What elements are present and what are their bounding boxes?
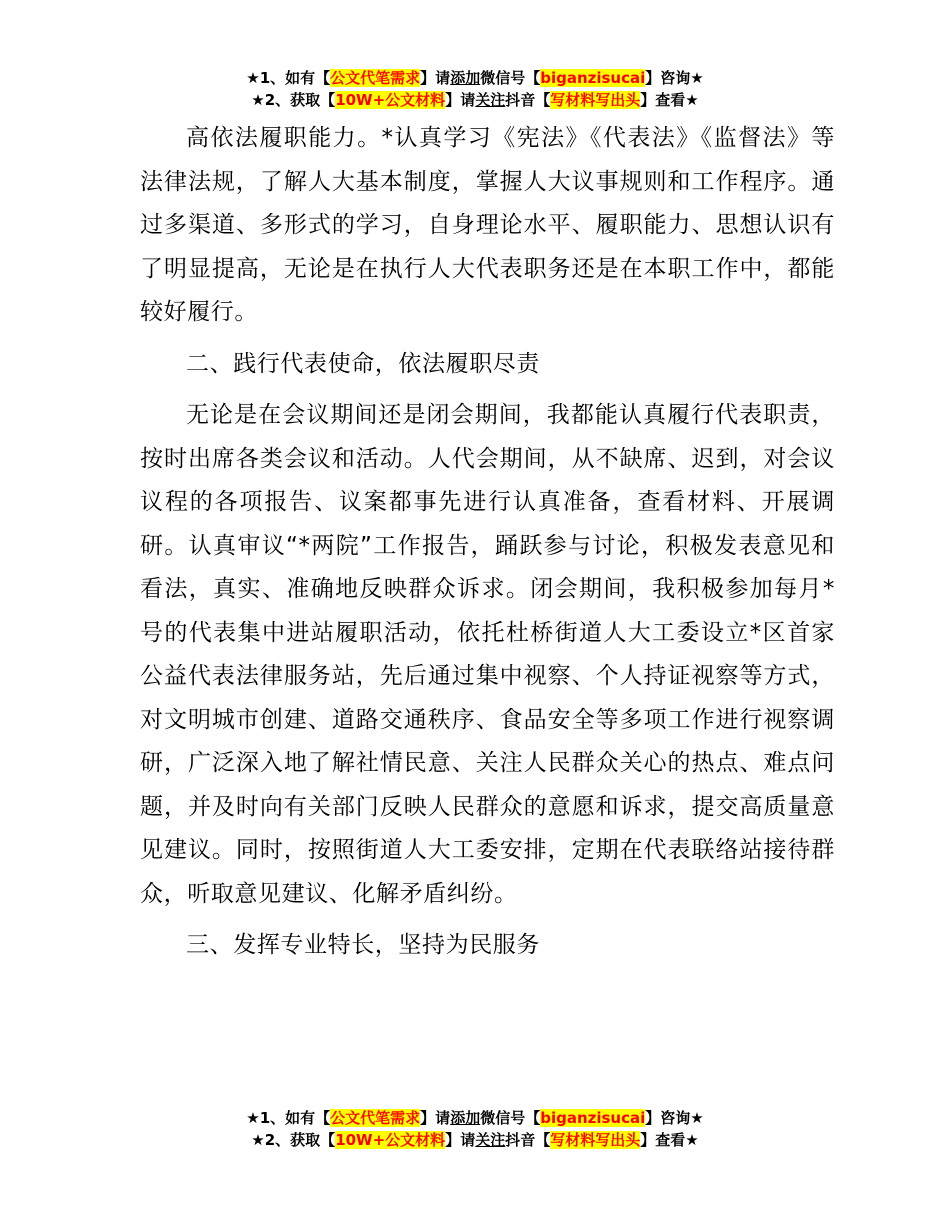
section-heading-2 bbox=[140, 343, 835, 387]
banner-highlight: 10W+公文材料 bbox=[335, 1131, 446, 1149]
banner-text: 抖音【 bbox=[505, 91, 551, 109]
banner-highlight: 写材料写出头 bbox=[550, 91, 641, 109]
banner-text: 】查看★ bbox=[640, 1131, 699, 1149]
banner-text: 微信号【 bbox=[480, 69, 541, 87]
banner-highlight: biganzisucai bbox=[540, 69, 646, 87]
banner-highlight: 10W+公文材料 bbox=[335, 91, 446, 109]
banner-highlight: biganzisucai bbox=[540, 1109, 646, 1127]
paragraph-continuation bbox=[140, 117, 835, 335]
banner-text: 】请 bbox=[420, 69, 451, 87]
paragraph-text: 无论是在会议期间还是闭会期间，我都能认真履行代表职责，按时出席各类会议和活动。人代会期间，从不缺席、迟到，对会议议程的各项报告、议案都事先进行认真准备，查看材料、开展调研。认真审议“*两院”工作报告，踊跃参与讨论，积极发表意见和看法，真实、准确地反映群众诉求。闭会期间，我积极参加每月*号的代表集中进站履职活动，依托杜桥街道人大工委设立*区首家公益代表法律服务站，先后通过集中视察、个人持证视察等方式，对文明城市创建、道路交通秩序、食品安全等多项工作进行视察调研，广泛深入地了解社情民意、关注人民群众关心的热点、难点问题，并及时向有关部门反映人民群众的意愿和诉求，提交高质量意见建议。同时，按照街道人大工委安排，定期在代表联络站接待群众，听取意见建议、化解矛盾纠纷。 bbox=[140, 402, 835, 907]
paragraph-text: 高依法履职能力。*认真学习《宪法》《代表法》《监督法》等法律法规，了解人大基本制度，掌握人大议事规则和工作程序。通过多渠道、多形式的学习，自身理论水平、履职能力、思想认识有了明显提高，无论是在执行人大代表职务还是在本职工作中，都能较好履行。 bbox=[140, 125, 835, 325]
banner-text: 】查看★ bbox=[640, 91, 699, 109]
banner-text: ★1、如有【 bbox=[246, 1109, 331, 1127]
banner-line-2 bbox=[0, 89, 950, 111]
banner-text: 微信号【 bbox=[480, 1109, 541, 1127]
banner-text: 】咨询★ bbox=[645, 1109, 704, 1127]
banner-highlight: 写材料写出头 bbox=[550, 1131, 641, 1149]
banner-line-1 bbox=[0, 1107, 950, 1129]
banner-text: 抖音【 bbox=[505, 1131, 551, 1149]
banner-underlined: 关注 bbox=[475, 91, 506, 109]
banner-text: 】请 bbox=[445, 1131, 476, 1149]
banner-text: 】请 bbox=[420, 1109, 451, 1127]
banner-underlined: 添加 bbox=[450, 1109, 481, 1127]
paragraph bbox=[140, 394, 835, 916]
banner-highlight: 公文代笔需求 bbox=[330, 1109, 421, 1127]
banner-text: ★2、获取【 bbox=[251, 91, 336, 109]
document-body bbox=[140, 117, 835, 976]
footer-banner bbox=[0, 1107, 950, 1151]
heading-text: 三、发挥专业特长，坚持为民服务 bbox=[186, 932, 540, 958]
banner-text: ★1、如有【 bbox=[246, 69, 331, 87]
banner-underlined: 关注 bbox=[475, 1131, 506, 1149]
banner-text: ★2、获取【 bbox=[251, 1131, 336, 1149]
banner-highlight: 公文代笔需求 bbox=[330, 69, 421, 87]
banner-underlined: 添加 bbox=[450, 69, 481, 87]
section-heading-3 bbox=[140, 924, 835, 968]
banner-text: 】请 bbox=[445, 91, 476, 109]
banner-line-2 bbox=[0, 1129, 950, 1151]
heading-text: 二、践行代表使命，依法履职尽责 bbox=[186, 350, 540, 377]
header-banner bbox=[0, 67, 950, 111]
banner-text: 】咨询★ bbox=[645, 69, 704, 87]
banner-line-1 bbox=[0, 67, 950, 89]
